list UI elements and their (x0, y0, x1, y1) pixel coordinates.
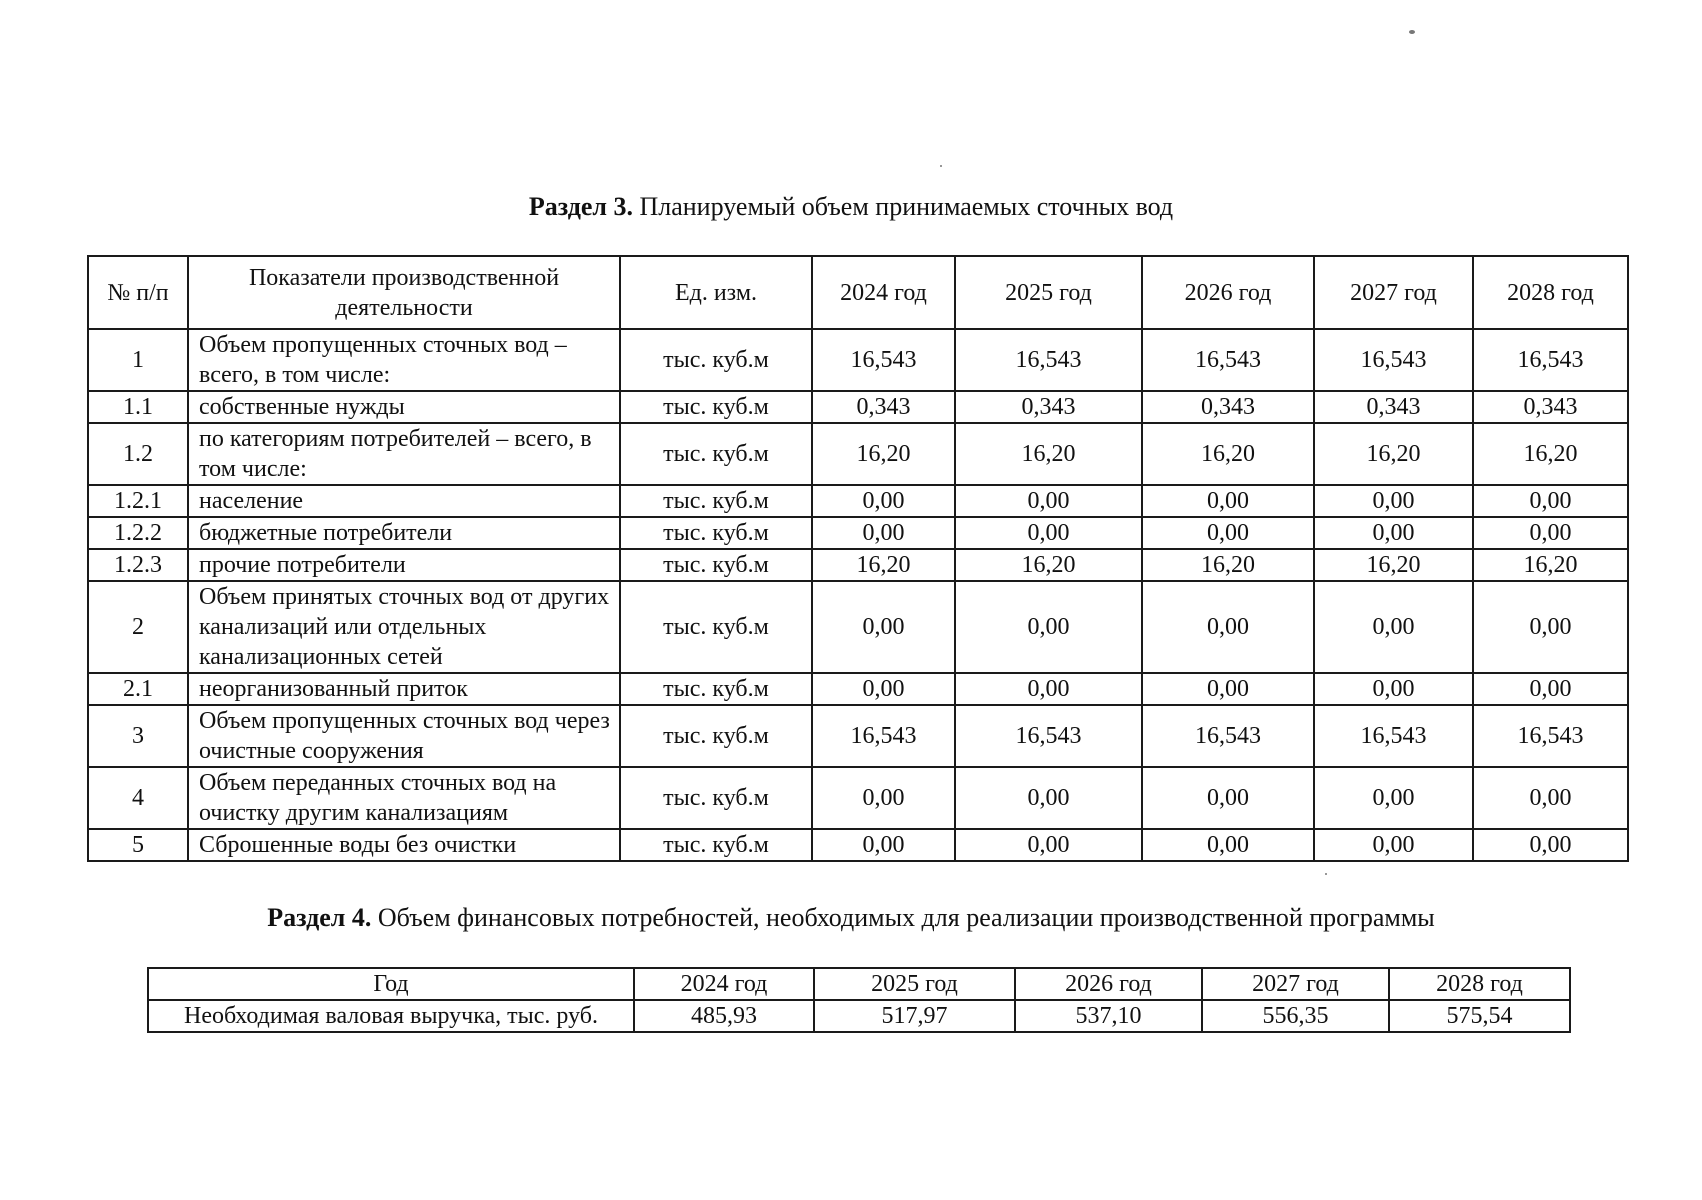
col-header-2028: 2028 год (1389, 968, 1570, 1000)
row-value-2025: 16,20 (955, 549, 1142, 581)
row-value-2024: 16,20 (812, 423, 955, 485)
row-num: 1.2.3 (88, 549, 188, 581)
row-value-2027: 556,35 (1202, 1000, 1389, 1032)
row-value-2024: 16,543 (812, 705, 955, 767)
row-unit: тыс. куб.м (620, 705, 812, 767)
row-value-2028: 16,20 (1473, 423, 1628, 485)
row-value-2028: 0,00 (1473, 581, 1628, 673)
col-header-indicator: Показатели производственной деятельности (188, 256, 620, 329)
row-value-2027: 0,00 (1314, 829, 1473, 861)
col-header-2025: 2025 год (814, 968, 1015, 1000)
row-value-2028: 0,00 (1473, 485, 1628, 517)
row-indicator: Объем пропущенных сточных вод через очистные сооружения (188, 705, 620, 767)
col-header-2028: 2028 год (1473, 256, 1628, 329)
row-num: 1.2.2 (88, 517, 188, 549)
table-row (88, 673, 1628, 705)
row-value-2027: 16,543 (1314, 705, 1473, 767)
row-value-2028: 0,00 (1473, 517, 1628, 549)
row-num: 1.1 (88, 391, 188, 423)
row-indicator: население (188, 485, 620, 517)
row-value-2027: 16,20 (1314, 423, 1473, 485)
row-value-2025: 16,543 (955, 329, 1142, 391)
row-value-2024: 0,00 (812, 581, 955, 673)
row-value-2028: 16,20 (1473, 549, 1628, 581)
row-label: Необходимая валовая выручка, тыс. руб. (148, 1000, 634, 1032)
row-value-2026: 0,00 (1142, 829, 1314, 861)
table-header-row (88, 256, 1628, 329)
row-value-2026: 16,20 (1142, 549, 1314, 581)
row-value-2026: 0,00 (1142, 485, 1314, 517)
row-value-2027: 0,00 (1314, 485, 1473, 517)
row-value-2028: 0,00 (1473, 673, 1628, 705)
row-num: 1.2.1 (88, 485, 188, 517)
row-indicator: Объем пропущенных сточных вод – всего, в том числе: (188, 329, 620, 391)
financial-needs-table (147, 967, 1571, 1033)
scan-speck (1325, 873, 1327, 875)
row-value-2024: 16,543 (812, 329, 955, 391)
row-indicator: Сброшенные воды без очистки (188, 829, 620, 861)
table-row (88, 581, 1628, 673)
row-value-2027: 0,00 (1314, 767, 1473, 829)
row-value-2026: 0,00 (1142, 517, 1314, 549)
row-indicator: Объем переданных сточных вод на очистку другим канализациям (188, 767, 620, 829)
row-unit: тыс. куб.м (620, 329, 812, 391)
row-unit: тыс. куб.м (620, 767, 812, 829)
row-value-2025: 0,00 (955, 673, 1142, 705)
col-header-2025: 2025 год (955, 256, 1142, 329)
row-value-2025: 16,20 (955, 423, 1142, 485)
row-unit: тыс. куб.м (620, 829, 812, 861)
row-indicator: бюджетные потребители (188, 517, 620, 549)
row-value-2028: 0,00 (1473, 767, 1628, 829)
col-header-num: № п/п (88, 256, 188, 329)
row-value-2024: 16,20 (812, 549, 955, 581)
row-value-2026: 0,00 (1142, 767, 1314, 829)
row-num: 2 (88, 581, 188, 673)
row-value-2025: 0,00 (955, 829, 1142, 861)
row-value-2028: 575,54 (1389, 1000, 1570, 1032)
scan-speck (940, 165, 942, 167)
section-4-title-text: Объем финансовых потребностей, необходимых для реализации производственной программы (371, 903, 1435, 932)
col-header-2024: 2024 год (812, 256, 955, 329)
row-value-2027: 16,543 (1314, 329, 1473, 391)
row-unit: тыс. куб.м (620, 581, 812, 673)
col-header-2027: 2027 год (1202, 968, 1389, 1000)
table-header-row (148, 968, 1570, 1000)
table-row (88, 391, 1628, 423)
row-value-2025: 517,97 (814, 1000, 1015, 1032)
row-num: 4 (88, 767, 188, 829)
row-value-2025: 0,343 (955, 391, 1142, 423)
row-value-2026: 16,543 (1142, 705, 1314, 767)
table-row (88, 517, 1628, 549)
row-num: 2.1 (88, 673, 188, 705)
col-header-2024: 2024 год (634, 968, 814, 1000)
row-value-2028: 0,343 (1473, 391, 1628, 423)
row-value-2024: 0,00 (812, 767, 955, 829)
row-unit: тыс. куб.м (620, 485, 812, 517)
row-value-2024: 485,93 (634, 1000, 814, 1032)
row-value-2027: 16,20 (1314, 549, 1473, 581)
row-indicator: собственные нужды (188, 391, 620, 423)
table-row (88, 829, 1628, 861)
row-value-2025: 0,00 (955, 581, 1142, 673)
row-value-2027: 0,00 (1314, 673, 1473, 705)
row-value-2028: 16,543 (1473, 329, 1628, 391)
row-value-2025: 0,00 (955, 485, 1142, 517)
table-row (88, 549, 1628, 581)
row-value-2026: 0,00 (1142, 673, 1314, 705)
row-value-2025: 0,00 (955, 767, 1142, 829)
row-indicator: неорганизованный приток (188, 673, 620, 705)
row-value-2026: 0,343 (1142, 391, 1314, 423)
row-value-2025: 16,543 (955, 705, 1142, 767)
row-value-2024: 0,00 (812, 673, 955, 705)
row-value-2024: 0,00 (812, 829, 955, 861)
scan-speck (1409, 30, 1415, 34)
col-header-2026: 2026 год (1015, 968, 1202, 1000)
section-4-title (0, 903, 1702, 933)
section-3-title-text: Планируемый объем принимаемых сточных вод (632, 192, 1174, 221)
row-indicator: Объем принятых сточных вод от других канализаций или отдельных канализационных сетей (188, 581, 620, 673)
row-value-2026: 16,20 (1142, 423, 1314, 485)
table-row (88, 485, 1628, 517)
section-3-title-bold: Раздел 3. (528, 192, 633, 221)
row-value-2028: 0,00 (1473, 829, 1628, 861)
row-num: 5 (88, 829, 188, 861)
row-unit: тыс. куб.м (620, 517, 812, 549)
row-num: 3 (88, 705, 188, 767)
row-value-2028: 16,543 (1473, 705, 1628, 767)
section-4-title-bold: Раздел 4. (267, 903, 372, 932)
table-row (88, 329, 1628, 391)
row-indicator: прочие потребители (188, 549, 620, 581)
row-num: 1.2 (88, 423, 188, 485)
row-value-2024: 0,343 (812, 391, 955, 423)
row-value-2025: 0,00 (955, 517, 1142, 549)
wastewater-volume-table (87, 255, 1629, 862)
row-value-2027: 0,343 (1314, 391, 1473, 423)
row-value-2026: 16,543 (1142, 329, 1314, 391)
table-row (148, 1000, 1570, 1032)
table-row (88, 767, 1628, 829)
table-row (88, 423, 1628, 485)
row-unit: тыс. куб.м (620, 391, 812, 423)
row-unit: тыс. куб.м (620, 423, 812, 485)
col-header-2026: 2026 год (1142, 256, 1314, 329)
row-unit: тыс. куб.м (620, 673, 812, 705)
row-unit: тыс. куб.м (620, 549, 812, 581)
col-header-2027: 2027 год (1314, 256, 1473, 329)
section-3-title (0, 192, 1702, 222)
row-value-2027: 0,00 (1314, 581, 1473, 673)
col-header-year: Год (148, 968, 634, 1000)
row-indicator: по категориям потребителей – всего, в том числе: (188, 423, 620, 485)
row-value-2026: 537,10 (1015, 1000, 1202, 1032)
col-header-unit: Ед. изм. (620, 256, 812, 329)
row-num: 1 (88, 329, 188, 391)
table-row (88, 705, 1628, 767)
row-value-2027: 0,00 (1314, 517, 1473, 549)
row-value-2024: 0,00 (812, 517, 955, 549)
row-value-2024: 0,00 (812, 485, 955, 517)
row-value-2026: 0,00 (1142, 581, 1314, 673)
